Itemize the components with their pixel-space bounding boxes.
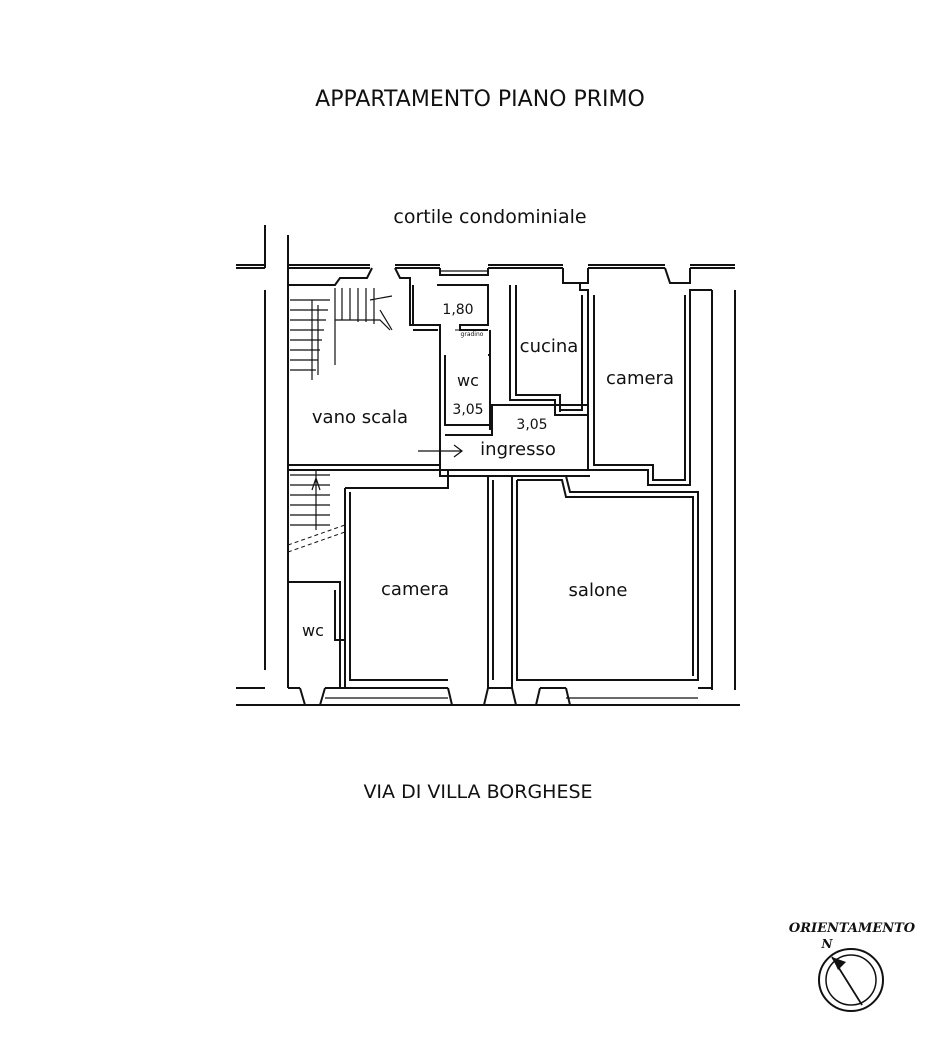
compass-outer-ring-icon — [819, 949, 883, 1011]
compass-inner-ring-icon — [826, 955, 876, 1005]
dimension-3-05-wc: 3,05 — [452, 402, 484, 418]
interior-walls — [288, 283, 712, 688]
compass — [789, 921, 916, 1011]
street-label: VIA DI VILLA BORGHESE — [363, 781, 593, 803]
room-camera-bottom: camera — [381, 579, 449, 600]
dimension-1-80: 1,80 — [442, 302, 474, 318]
plan-title: APPARTAMENTO PIANO PRIMO — [315, 87, 645, 112]
compass-arrowhead-icon — [832, 957, 846, 970]
dimension-3-05-ingresso: 3,05 — [516, 417, 548, 433]
room-wc-bottom: wc — [302, 621, 324, 640]
compass-label: ORIENTAMENTO — [788, 921, 916, 936]
room-camera-right: camera — [606, 368, 674, 389]
room-vano-scala: vano scala — [311, 407, 409, 428]
room-ingresso: ingresso — [480, 439, 556, 460]
room-wc-top: wc — [457, 371, 479, 390]
step-label: gradino — [460, 331, 484, 338]
room-salone: salone — [568, 580, 628, 601]
room-cucina: cucina — [519, 336, 579, 357]
compass-north: N — [821, 937, 833, 951]
courtyard-label: cortile condominiale — [393, 206, 587, 228]
